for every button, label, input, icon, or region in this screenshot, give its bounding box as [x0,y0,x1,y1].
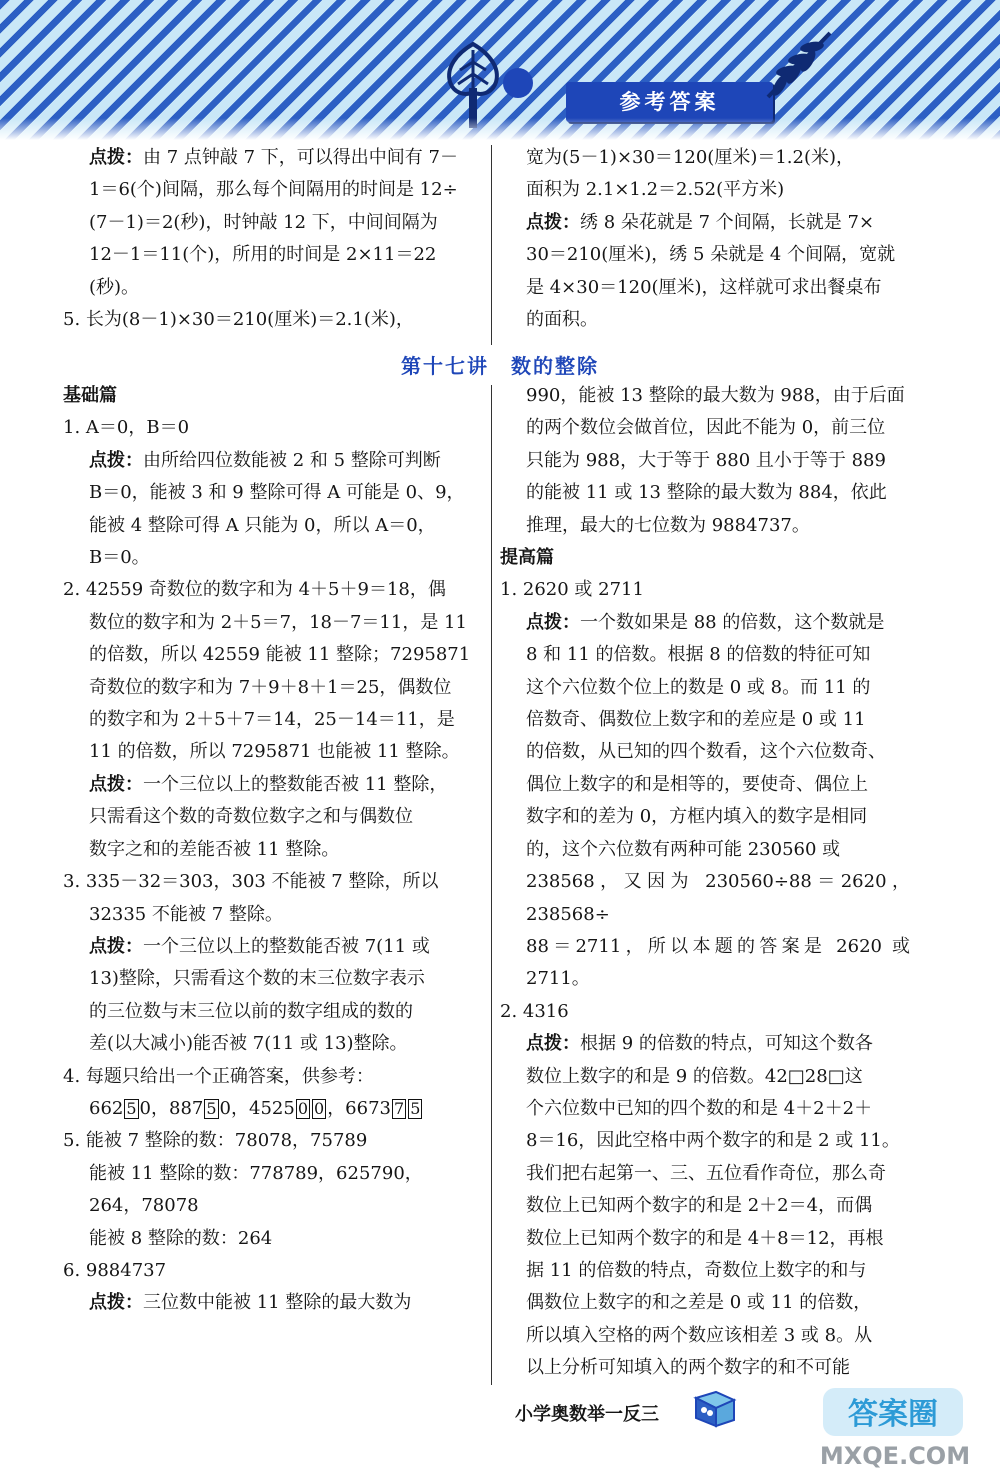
page-header [0,0,1000,140]
answer-line: 2. 4316 [500,1000,569,1022]
watermark-text: 答案圈 [848,1397,938,1432]
answer-line: 的能被 11 或 13 整除的最大数为 884，依此 [526,482,887,504]
top-right-column [500,142,910,336]
top-left-column [63,142,483,336]
digit-box: 0 [314,1098,325,1118]
answer-line: 2. 42559 奇数位的数字和为 4＋5＋9＝18，偶 [63,579,446,601]
answer-line: 的面积。 [526,309,598,331]
answer-line: 点拨：一个三位以上的整数能否被 7(11 或 [89,935,430,957]
answer-line: 点拨：一个数如果是 88 的倍数，这个数就是 [526,611,885,633]
circle-icon [503,68,533,98]
digit-box: 0 [297,1098,308,1118]
answer-line: 据 11 的倍数的特点，奇数位上数字的和与 [526,1259,867,1281]
subsection-title: 基础篇 [63,385,117,406]
answer-line: 所以填入空格的两个数应该相差 3 或 8。从 [526,1324,873,1346]
answer-line: 13)整除，只需看这个数的末三位数字表示 [89,968,425,990]
answer-line: 数位的数字和为 2＋5＝7，18－7＝11，是 11 [89,611,467,633]
leaf-icon [760,25,840,105]
answer-line: 能被 4 整除可得 A 只能为 0，所以 A＝0， [89,514,436,536]
answer-line: 的三位数与末三位以前的数字组成的数的 [89,1000,413,1022]
digit-box: 7 [394,1098,405,1118]
answer-line: 我们把右起第一、三、五位看作奇位，那么奇 [526,1162,886,1184]
answer-line: 8＝16，因此空格中两个数字的和是 2 或 11。 [526,1130,900,1152]
answer-line: 只需看这个数的奇数位数字之和与偶数位 [89,806,413,828]
answer-line: 点拨：根据 9 的倍数的特点，可知这个数各 [526,1033,873,1055]
answer-line: 以上分析可知填入的两个数字的和不可能 [526,1357,850,1379]
subsection-title: 提高篇 [500,547,554,569]
right-column [500,380,910,1385]
section-title: 第十七讲 数的整除 [401,354,599,378]
answer-line: 点拨：由所给四位数能被 2 和 5 整除可判断 [89,449,441,471]
page-title: 参考答案 [566,82,773,122]
book-mascot-icon [690,1388,740,1430]
digit-box: 5 [126,1098,137,1118]
answer-line: 1＝6(个)间隔，那么每个间隔用的时间是 12÷ [89,179,458,201]
answer-line: 4. 每题只给出一个正确答案，供参考： [63,1065,374,1087]
answer-line: 8 和 11 的倍数。根据 8 的倍数的特征可知 [526,644,871,666]
answer-line: 奇数位的数字和为 7＋9＋8＋1＝25，偶数位 [89,676,452,698]
answer-line: 990，能被 13 整除的最大数为 988，由于后面 [526,385,905,406]
answer-line: 数位上已知两个数字的和是 4＋8＝12，再根 [526,1227,884,1249]
answer-line: 238568，又因为 230560÷88＝2620，238568÷ [526,871,910,925]
answer-line: 的倍数，所以 42559 能被 11 整除；7295871 [89,644,471,666]
answer-line: (7－1)＝2(秒)，时钟敲 12 下，中间间隔为 [89,211,438,233]
answer-line: 点拨：三位数中能被 11 整除的最大数为 [89,1292,412,1314]
watermark-logo [815,1378,975,1473]
answer-line: 是 4×30＝120(厘米)，这样就可求出餐桌布 [526,276,882,298]
answer-line: 点拨：绣 8 朵花就是 7 个间隔，长就是 7× [526,211,875,233]
answer-line: 点拨：一个三位以上的整数能否被 11 整除， [89,773,448,795]
answer-line: 数位上已知两个数字的和是 2＋2＝4，而偶 [526,1195,873,1217]
answer-line: 6. 9884737 [63,1259,167,1281]
answer-line: 点拨：由 7 点钟敲 7 下，可以得出中间有 7－ [89,147,458,168]
answer-line: 面积为 2.1×1.2＝2.52(平方米) [526,179,785,201]
boxed-answer-line: 662 5 0，887 5 0，4525 0 0 ，6673 7 5 [89,1097,421,1119]
tree-icon [438,40,508,130]
digit-box: 5 [410,1098,421,1118]
answer-line: B＝0，能被 3 和 9 整除可得 A 可能是 0、9， [89,482,465,504]
answer-line: 能被 8 整除的数：264 [89,1227,273,1249]
answer-line: 数字和的差为 0，方框内填入的数字是相同 [526,806,868,828]
answer-line: 264，78078 [89,1195,199,1217]
left-column [63,380,483,1320]
answer-line: 个六位数中已知的四个数的和是 4＋2＋2＋ [526,1097,873,1119]
answer-line: 宽为(5－1)×30＝120(厘米)＝1.2(米)， [526,147,855,168]
watermark-url: MXQE.COM [819,1442,971,1470]
answer-line: 的两个数位会做首位，因此不能为 0，前三位 [526,417,886,439]
column-divider [491,145,492,345]
answer-line: 推理，最大的七位数为 9884737。 [526,514,810,536]
answer-line: 这个六位数个位上的数是 0 或 8。而 11 的 [526,676,871,698]
answer-line: 的，这个六位数有两种可能 230560 或 [526,838,841,860]
answer-line: (秒)。 [89,276,140,298]
answer-line: 30＝210(厘米)，绣 5 朵就是 4 个间隔，宽就 [526,244,896,266]
answer-line: 的倍数，从已知的四个数看，这个六位数奇、 [526,741,886,763]
answer-line: 1. A＝0，B＝0 [63,417,190,439]
answer-line: 能被 11 整除的数：778789，625790， [89,1162,423,1184]
answer-line: 的数字和为 2＋5＋7＝14，25－14＝11，是 [89,709,455,731]
answer-line: 偶位上数字的和是相等的，要使奇、偶位上 [526,773,868,795]
answer-line: 3. 335－32＝303，303 不能被 7 整除，所以 [63,871,439,893]
answer-line: 5. 长为(8－1)×30＝210(厘米)＝2.1(米)， [63,309,414,331]
column-divider [491,385,492,1385]
answer-line: B＝0。 [89,547,150,569]
answer-line: 倍数奇、偶数位上数字和的差应是 0 或 11 [526,709,866,731]
answer-line: 5. 能被 7 整除的数：78078，75789 [63,1130,368,1152]
answer-line: 只能为 988，大于等于 880 且小于等于 889 [526,449,886,471]
answer-line: 数字之和的差能否被 11 整除。 [89,838,340,860]
answer-line: 数位上数字的和是 9 的倍数。42□28□这 [526,1065,863,1087]
answer-line: 88＝2711，所以本题的答案是 2620 或 2711。 [526,935,910,990]
answer-line: 差(以大减小)能否被 7(11 或 13)整除。 [89,1033,408,1055]
answer-line: 32335 不能被 7 整除。 [89,903,283,925]
digit-box: 5 [206,1098,217,1118]
book-title: 小学奥数举一反三 [515,1404,659,1425]
answer-line: 偶数位上数字的和之差是 0 或 11 的倍数， [526,1292,872,1314]
answer-line: 11 的倍数，所以 7295871 也能被 11 整除。 [89,741,460,763]
answer-line: 12－1＝11(个)，所用的时间是 2×11＝22 [89,244,437,266]
answer-line: 1. 2620 或 2711 [500,579,644,601]
